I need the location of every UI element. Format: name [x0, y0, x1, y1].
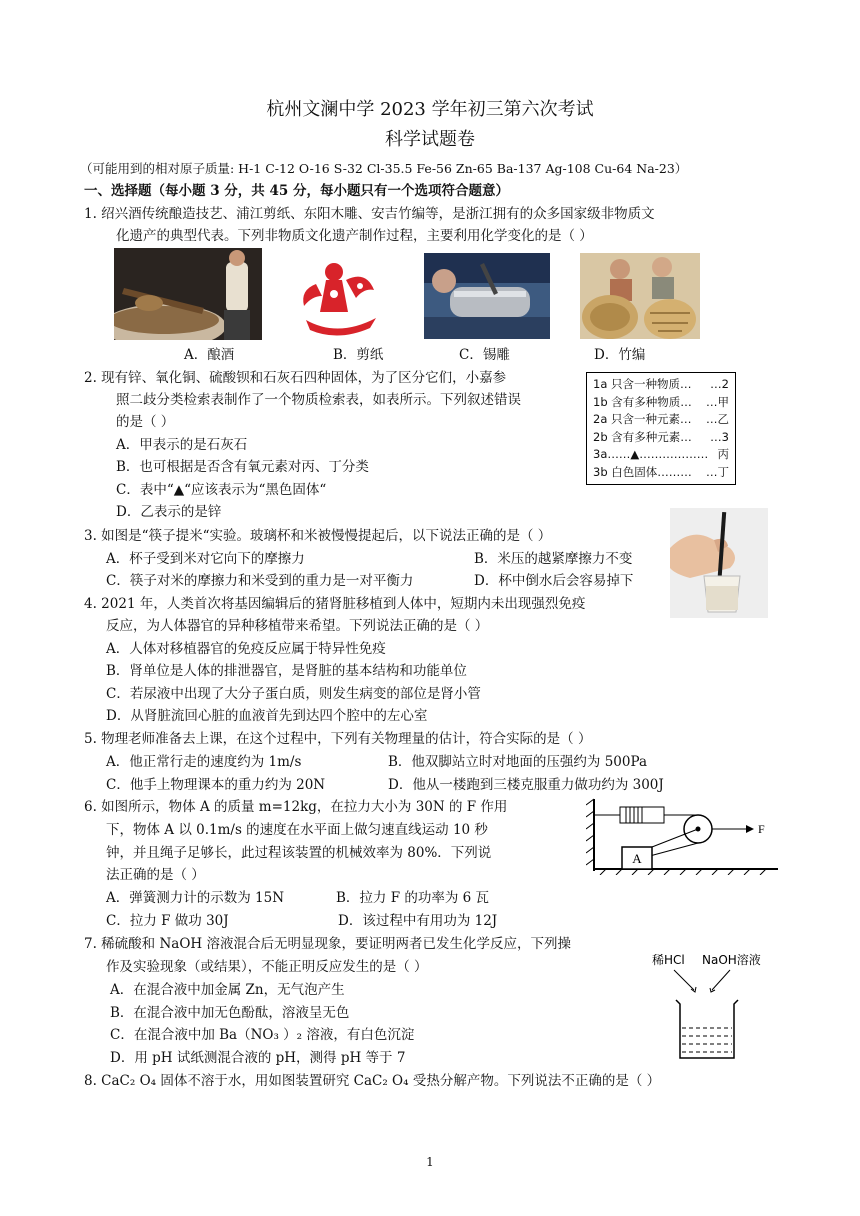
question-5-option-a[interactable]: A．他正常行走的速度约为 1m/s — [106, 754, 302, 770]
question-6-option-c[interactable]: C．拉力 F 做功 30J — [106, 913, 229, 929]
question-2-option-c[interactable]: C．表中“▲“应该表示为“黑色固体“ — [116, 482, 327, 498]
question-6-line-4: 法正确的是（ ） — [106, 867, 205, 883]
question-3-option-a[interactable]: A．杯子受到米对它向下的摩擦力 — [106, 551, 305, 567]
question-4-option-b[interactable]: B．肾单位是人体的排泄器官，是肾脏的基本结构和功能单位 — [106, 663, 467, 679]
question-2-option-a[interactable]: A．甲表示的是石灰石 — [116, 437, 248, 453]
key-row: 1a 只含一种物质… …2 — [593, 377, 729, 391]
exam-subtitle: 科学试题卷 — [385, 129, 475, 150]
block-a-label: A — [632, 851, 642, 866]
classification-key-table — [586, 372, 736, 485]
question-2-option-b[interactable]: B．也可根据是否含有氧元素对丙、丁分类 — [116, 459, 369, 475]
naoh-solution-label: NaOH溶液 — [702, 953, 761, 967]
atomic-mass-note: （可能用到的相对原子质量: H-1 C-12 O-16 S-32 Cl-35.5 Fe-56 Zn-65 Ba-137 Ag-108 Cu-64 Na-23） — [80, 161, 688, 176]
question-7-line-1: 7. 稀硫酸和 NaOH 溶液混合后无明显现象，要证明两者已发生化学反应，下列操 — [84, 936, 571, 952]
question-1-option-d[interactable]: D．竹编 — [594, 347, 646, 363]
question-6-line-1: 6. 如图所示，物体 A 的质量 m=12kg，在拉力大小为 30N 的 F 作用 — [84, 799, 508, 815]
key-row: 3a……▲……………… 丙 — [593, 447, 729, 461]
question-5-option-c[interactable]: C．他手上物理课本的重力约为 20N — [106, 777, 326, 793]
question-6-line-2: 下，物体 A 以 0.1m/s 的速度在水平面上做匀速直线运动 10 秒 — [106, 822, 488, 838]
key-row: 2a 只含一种元素… …乙 — [593, 412, 729, 426]
question-5-option-b[interactable]: B．他双脚站立时对地面的压强约为 500Pa — [388, 754, 648, 770]
question-5-option-d[interactable]: D．他从一楼跑到三楼克服重力做功约为 300J — [388, 777, 664, 793]
chopstick-rice-photo — [670, 508, 768, 618]
section-heading: 一、选择题（每小题 3 分，共 45 分，每小题只有一个选项符合题意） — [84, 183, 509, 199]
question-3-line-1: 3. 如图是“筷子提米“实验。玻璃杯和米被慢慢提起后，以下说法正确的是（ ） — [84, 528, 552, 544]
page-number: 1 — [426, 1155, 434, 1169]
dilute-hcl-label: 稀HCl — [652, 953, 685, 967]
question-1-line-1: 1. 绍兴酒传统酿造技艺、浦江剪纸、东阳木雕、安吉竹编等，是浙江拥有的众多国家级非物质文 — [84, 206, 655, 222]
question-4-option-d[interactable]: D．从肾脏流回心脏的血液首先到达四个腔中的左心室 — [106, 708, 428, 724]
question-5-line-1: 5. 物理老师准备去上课，在这个过程中，下列有关物理量的估计，符合实际的是（ ） — [84, 731, 592, 747]
question-6-option-b[interactable]: B．拉力 F 的功率为 6 瓦 — [336, 890, 490, 906]
question-1-option-a[interactable]: A．酿酒 — [184, 347, 235, 363]
question-1-line-2: 化遗产的典型代表。下列非物质文化遗产制作过程，主要利用化学变化的是（ ） — [116, 228, 593, 244]
question-7-line-2: 作及实验现象（或结果），不能正明反应发生的是（ ） — [106, 959, 428, 975]
question-4-option-a[interactable]: A．人体对移植器官的免疫反应属于特异性免疫 — [106, 641, 386, 657]
question-4-line-1: 4. 2021 年，人类首次将基因编辑后的猪肾脏移植到人体中，短期内未出现强烈免疫 — [84, 596, 586, 612]
question-6-option-d[interactable]: D．该过程中有用功为 12J — [338, 913, 498, 929]
bamboo-weaving-photo — [580, 253, 700, 339]
question-7-option-a[interactable]: A．在混合液中加金属 Zn，无气泡产生 — [110, 982, 345, 998]
question-3-option-d[interactable]: D．杯中倒水后会容易掉下 — [474, 573, 634, 589]
question-3-option-b[interactable]: B．米压的越紧摩擦力不变 — [474, 551, 633, 567]
question-7-option-c[interactable]: C．在混合液中加 Ba（NO₃ ）₂ 溶液，有白色沉淀 — [110, 1027, 415, 1043]
question-2-option-d[interactable]: D．乙表示的是锌 — [116, 504, 222, 520]
brewing-photo — [114, 248, 262, 340]
question-2-line-2: 照二歧分类检索表制作了一个物质检索表，如表所示。下列叙述错误 — [116, 392, 521, 408]
key-row: 2b 含有多种元素… …3 — [593, 429, 729, 444]
question-6-option-a[interactable]: A．弹簧测力计的示数为 15N — [106, 890, 285, 906]
question-4-line-2: 反应，为人体器官的异种移植带来希望。下列说法正确的是（ ） — [106, 618, 489, 634]
paper-cut-photo — [286, 250, 392, 342]
force-f-label: F — [758, 822, 765, 836]
question-1-option-c[interactable]: C．锡雕 — [459, 347, 510, 363]
key-row: 1b 含有多种物质… …甲 — [593, 394, 729, 409]
beaker-diagram — [650, 948, 774, 1066]
question-2-line-3: 的是（ ） — [116, 414, 175, 430]
question-7-option-b[interactable]: B．在混合液中加无色酚酞，溶液呈无色 — [110, 1005, 350, 1021]
key-row: 3b 白色固体……… …丁 — [593, 464, 729, 479]
question-8-line-1: 8. CaC₂ O₄ 固体不溶于水，用如图装置研究 CaC₂ O₄ 受热分解产物。下列说法不正确的是（ ） — [84, 1073, 661, 1089]
tin-carving-photo — [424, 253, 550, 339]
question-1-option-b[interactable]: B．剪纸 — [333, 347, 384, 363]
pulley-diagram — [586, 795, 782, 875]
question-7-option-d[interactable]: D．用 pH 试纸测混合液的 pH，测得 pH 等于 7 — [110, 1050, 406, 1066]
question-4-option-c[interactable]: C．若尿液中出现了大分子蛋白质，则发生病变的部位是肾小管 — [106, 686, 481, 702]
question-6-line-3: 钟，并且绳子足够长，此过程该装置的机械效率为 80%．下列说 — [106, 845, 492, 861]
exam-title: 杭州文澜中学 2023 学年初三第六次考试 — [266, 99, 594, 120]
question-3-option-c[interactable]: C．筷子对米的摩擦力和米受到的重力是一对平衡力 — [106, 573, 414, 589]
question-2-line-1: 2. 现有锌、氧化铜、硫酸钡和石灰石四种固体，为了区分它们，小嘉参 — [84, 370, 507, 386]
